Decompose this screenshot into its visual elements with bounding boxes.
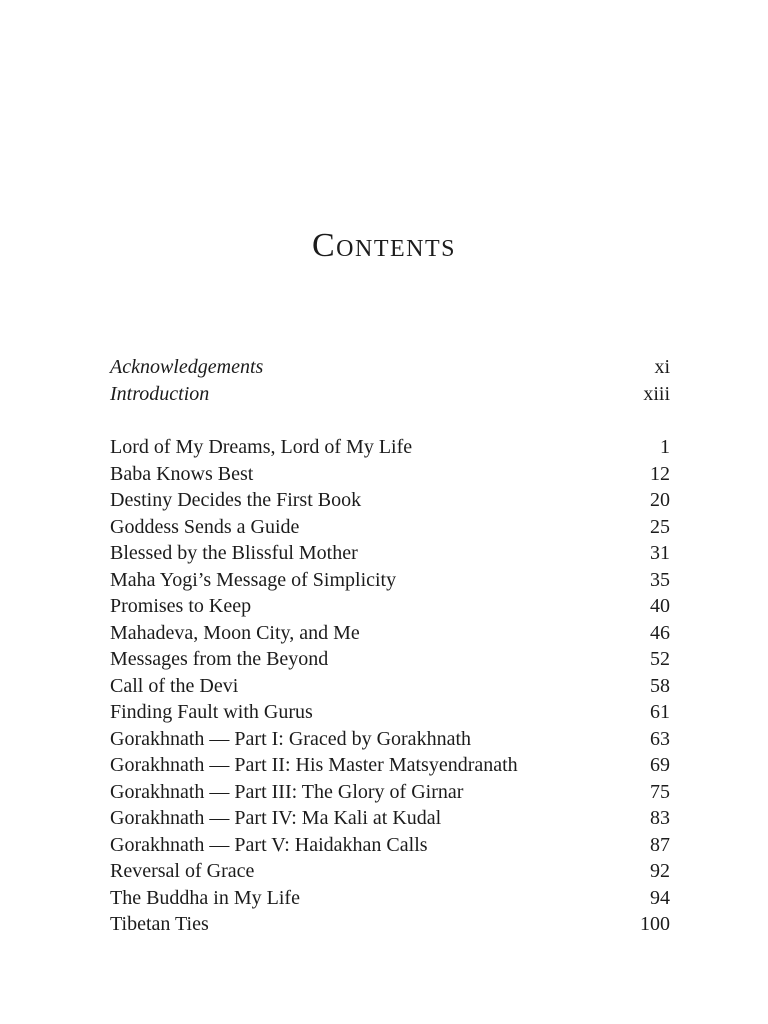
toc-entry: [110, 673, 670, 700]
toc-entry-page: 92: [650, 860, 670, 882]
toc-entry: [110, 461, 670, 488]
toc-entry-page: 69: [650, 754, 670, 776]
toc-entry-page: 61: [650, 701, 670, 723]
toc-entry: [110, 567, 670, 594]
toc-entry-label: Promises to Keep: [110, 595, 252, 617]
toc-entry: [110, 434, 670, 461]
toc-entry-page: 40: [650, 595, 670, 617]
toc-entry-page: 20: [650, 489, 670, 511]
toc-entry-label: Gorakhnath — Part V: Haidakhan Calls: [110, 833, 428, 856]
toc-entry-page: 75: [650, 780, 670, 803]
toc-entry-page: 58: [650, 674, 670, 697]
toc-entry: [110, 911, 670, 938]
toc-entry-page: 12: [650, 462, 670, 485]
toc-entry: [110, 646, 670, 673]
toc-entry: [110, 726, 670, 753]
toc-entry-page: 87: [650, 833, 670, 856]
toc-entry-label: Gorakhnath — Part IV: Ma Kali at Kudal: [110, 807, 442, 829]
toc-entry-label: Acknowledgements: [110, 356, 264, 378]
toc-entry-label: Lord of My Dreams, Lord of My Life: [110, 436, 413, 458]
toc-entry: [110, 779, 670, 806]
toc-entry-label: Gorakhnath — Part I: Graced by Gorakhnath: [110, 727, 471, 750]
toc-entry-page: xiii: [643, 382, 670, 405]
toc-entry-label: Mahadeva, Moon City, and Me: [110, 621, 360, 644]
toc-entry-label: Gorakhnath — Part III: The Glory of Girnar: [110, 780, 464, 803]
page-title: Contents: [311, 227, 456, 264]
toc-entry-label: Baba Knows Best: [110, 462, 254, 485]
toc-entry-page: xi: [654, 356, 670, 378]
toc-entry-label: Reversal of Grace: [110, 860, 255, 882]
toc-entry: [110, 487, 670, 514]
toc-entry: [110, 805, 670, 832]
toc-entry-label: Call of the Devi: [110, 674, 239, 697]
toc-entry-page: 83: [650, 807, 670, 829]
toc-entry-label: Blessed by the Blissful Mother: [110, 542, 358, 564]
toc-entry-page: 31: [650, 542, 670, 564]
toc-entry-page: 63: [650, 727, 670, 750]
toc-entry-page: 1: [660, 436, 670, 458]
toc-entry-page: 52: [650, 648, 670, 670]
toc-entry-label: Maha Yogi’s Message of Simplicity: [110, 568, 397, 591]
table-of-contents: [110, 354, 670, 938]
toc-entry-label: Gorakhnath — Part II: His Master Matsyendranath: [110, 754, 518, 776]
toc-entry-page: 100: [640, 913, 670, 935]
toc-entry-page: 94: [650, 886, 670, 909]
toc-entry: [110, 832, 670, 859]
toc-entry-page: 35: [650, 568, 670, 591]
toc-entry-page: 46: [650, 621, 670, 644]
toc-entry: [110, 540, 670, 567]
toc-entry-label: Finding Fault with Gurus: [110, 701, 313, 723]
toc-entry: [110, 381, 670, 408]
toc-entry: [110, 699, 670, 726]
toc-entry-label: Introduction: [110, 382, 210, 405]
toc-entry: [110, 620, 670, 647]
toc-entry: [110, 354, 670, 381]
toc-entry-label: The Buddha in My Life: [110, 886, 300, 909]
toc-entry-label: Tibetan Ties: [110, 913, 209, 935]
toc-entry-label: Goddess Sends a Guide: [110, 515, 300, 538]
toc-entry-label: Destiny Decides the First Book: [110, 489, 362, 511]
toc-entry: [110, 752, 670, 779]
section-spacer: [110, 407, 670, 434]
toc-entry-page: 25: [650, 515, 670, 538]
toc-entry-label: Messages from the Beyond: [110, 648, 329, 670]
toc-entry: [110, 858, 670, 885]
toc-entry: [110, 514, 670, 541]
toc-entry: [110, 885, 670, 912]
toc-entry: [110, 593, 670, 620]
